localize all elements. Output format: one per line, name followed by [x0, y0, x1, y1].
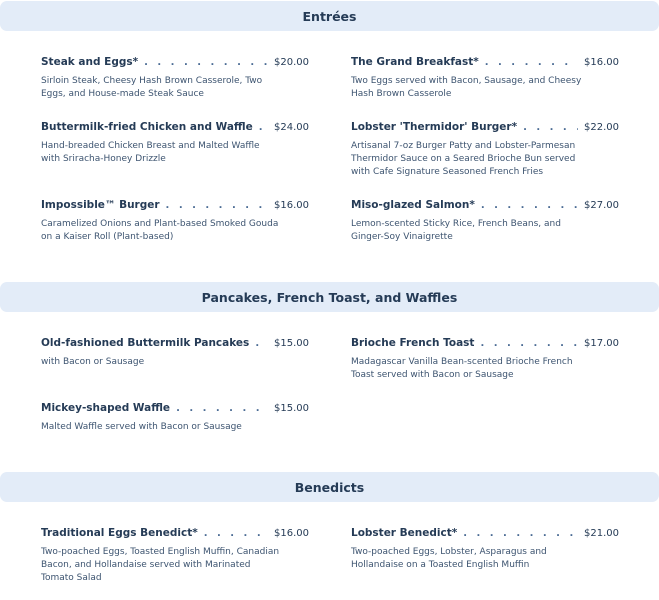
item-description: Hand-breaded Chicken Breast and Malted Waffle with Sriracha-Honey Drizzle	[41, 141, 260, 164]
section-title: Pancakes, French Toast, and Waffles	[201, 289, 458, 305]
item-name: Brioche French Toast	[351, 337, 475, 349]
leader-dots	[259, 122, 268, 133]
item-name: Steak and Eggs*	[41, 56, 139, 68]
item-description: Two-poached Eggs, Toasted English Muffin, Canadian Bacon, and Hollandaise served with Marinated Tomato Salad	[41, 547, 280, 583]
menu-item-traditional-eggs-benedict	[41, 527, 309, 585]
section-title: Benedicts	[294, 479, 365, 495]
leader-dots	[166, 200, 268, 211]
leader-dots	[523, 122, 578, 133]
leader-dots	[144, 57, 268, 68]
leader-dots	[176, 403, 268, 414]
item-price: $21.00	[584, 528, 619, 539]
item-price: $15.00	[274, 403, 309, 414]
item-description: Malted Waffle served with Bacon or Sausage	[41, 422, 242, 432]
item-description: with Bacon or Sausage	[41, 357, 145, 367]
menu-item-lobster-thermidor-burger	[351, 121, 619, 179]
item-description: Two-poached Eggs, Lobster, Asparagus and Hollandaise on a Toasted English Muffin	[351, 547, 547, 570]
item-description: Caramelized Onions and Plant-based Smoked Gouda on a Kaiser Roll (Plant-based)	[41, 219, 279, 242]
item-name: Mickey-shaped Waffle	[41, 402, 171, 414]
item-description: Two Eggs served with Bacon, Sausage, and Cheesy Hash Brown Casserole	[351, 76, 582, 99]
leader-dots	[485, 57, 578, 68]
leader-dots	[255, 338, 268, 349]
item-price: $27.00	[584, 200, 619, 211]
menu-item-steak-and-eggs	[41, 56, 309, 101]
item-price: $15.00	[274, 338, 309, 349]
item-price: $17.00	[584, 338, 619, 349]
item-description: Madagascar Vanilla Bean-scented Brioche French Toast served with Bacon or Sausage	[351, 357, 573, 380]
menu-item-impossible-burger	[41, 199, 309, 244]
item-name: Impossible™ Burger	[41, 199, 160, 211]
menu-item-chicken-and-waffle	[41, 121, 309, 166]
section-header-entrees	[0, 1, 659, 31]
leader-dots	[463, 528, 578, 539]
menu-item-buttermilk-pancakes	[41, 337, 309, 369]
section-header-benedicts	[0, 472, 659, 502]
leader-dots	[481, 200, 578, 211]
menu-item-lobster-benedict	[351, 527, 619, 572]
item-name: The Grand Breakfast*	[351, 56, 479, 68]
menu-item-mickey-waffle	[41, 402, 309, 434]
item-name: Buttermilk-fried Chicken and Waffle	[41, 121, 253, 133]
menu-item-miso-glazed-salmon	[351, 199, 619, 244]
item-name: Lobster 'Thermidor' Burger*	[351, 121, 518, 133]
item-price: $24.00	[274, 122, 309, 133]
menu-item-grand-breakfast	[351, 56, 619, 101]
item-price: $16.00	[274, 528, 309, 539]
item-price: $20.00	[274, 57, 309, 68]
item-name: Lobster Benedict*	[351, 527, 458, 539]
menu-item-brioche-french-toast	[351, 337, 619, 382]
item-price: $22.00	[584, 122, 619, 133]
item-price: $16.00	[274, 200, 309, 211]
item-description: Sirloin Steak, Cheesy Hash Brown Casserole, Two Eggs, and House-made Steak Sauce	[41, 76, 263, 99]
item-price: $16.00	[584, 57, 619, 68]
leader-dots	[204, 528, 268, 539]
item-description: Lemon-scented Sticky Rice, French Beans, and Ginger-Soy Vinaigrette	[351, 219, 561, 242]
item-description: Artisanal 7-oz Burger Patty and Lobster-Parmesan Thermidor Sauce on a Seared Brioche Bun served with Cafe Signature Seasoned French Fries	[351, 141, 576, 177]
leader-dots	[480, 338, 578, 349]
section-title: Entrées	[302, 8, 357, 24]
item-name: Old-fashioned Buttermilk Pancakes	[41, 337, 250, 349]
section-header-pancakes	[0, 282, 659, 312]
item-name: Miso-glazed Salmon*	[351, 199, 475, 211]
item-name: Traditional Eggs Benedict*	[41, 527, 198, 539]
